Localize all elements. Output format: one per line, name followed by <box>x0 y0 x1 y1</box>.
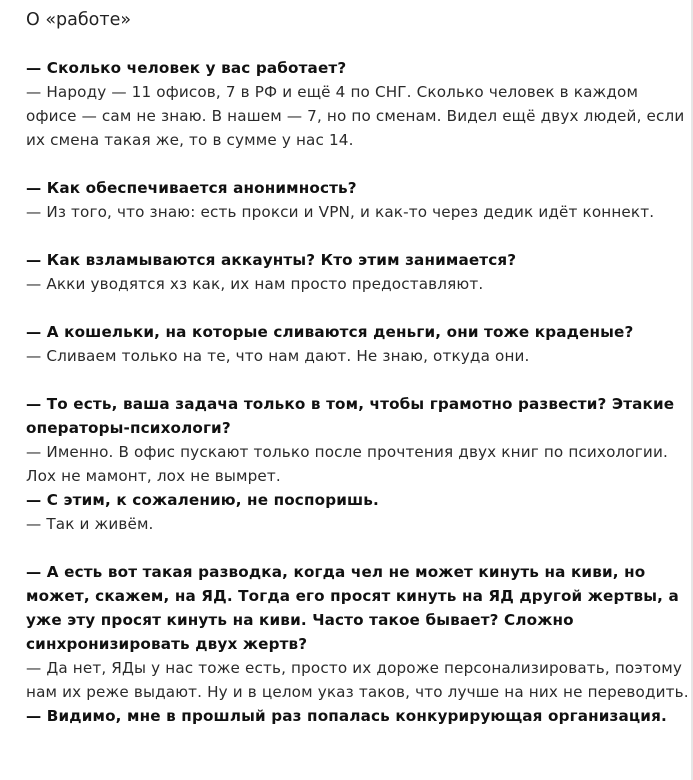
qa-block <box>26 56 691 152</box>
question: — А есть вот такая разводка, когда чел не может кинуть на киви, но может, скажем, на ЯД. Тогда его просят кинуть на ЯД другой жертвы, а уже эту просят кинуть на киви. Часто такое бывает? Сложно синхронизировать двух жертв? <box>26 563 679 653</box>
question: — Как взламываются аккаунты? Кто этим занимается? <box>26 251 517 269</box>
answer: — Именно. В офис пускают только после прочтения двух книг по психологии. Лох не мамонт, лох не вымрет. <box>26 443 668 485</box>
qa-block <box>26 176 691 224</box>
section-heading: О «работе» <box>26 10 132 30</box>
answer: — Акки уводятся хз как, их нам просто предоставляют. <box>26 275 484 293</box>
answer: — Из того, что знаю: есть прокси и VPN, и как-то через дедик идёт коннект. <box>26 203 655 221</box>
question-followup: — Видимо, мне в прошлый раз попалась конкурирующая организация. <box>26 707 667 725</box>
qa-block <box>26 392 691 536</box>
question: — Как обеспечивается анонимность? <box>26 179 357 197</box>
question: — А кошельки, на которые сливаются деньги, они тоже краденые? <box>26 323 634 341</box>
article-body <box>26 0 691 728</box>
qa-block <box>26 560 691 728</box>
question: — То есть, ваша задача только в том, чтобы грамотно развести? Этакие операторы-психологи? <box>26 395 675 437</box>
answer: — Да нет, ЯДы у нас тоже есть, просто их дороже персонализировать, поэтому нам их реже выдают. Ну и в целом указ таков, что лучше на них не переводить. <box>26 659 689 701</box>
question: — Сколько человек у вас работает? <box>26 59 347 77</box>
qa-block <box>26 248 691 296</box>
answer: — Сливаем только на те, что нам дают. Не знаю, откуда они. <box>26 347 530 365</box>
answer-followup: — Так и живём. <box>26 515 154 533</box>
question-followup: — С этим, к сожалению, не поспоришь. <box>26 491 379 509</box>
qa-block <box>26 320 691 368</box>
answer: — Народу — 11 офисов, 7 в РФ и ещё 4 по СНГ. Сколько человек в каждом офисе — сам не знаю. В нашем — 7, но по сменам. Видел ещё двух людей, если их смена такая же, то в сумме у нас 14. <box>26 83 685 149</box>
